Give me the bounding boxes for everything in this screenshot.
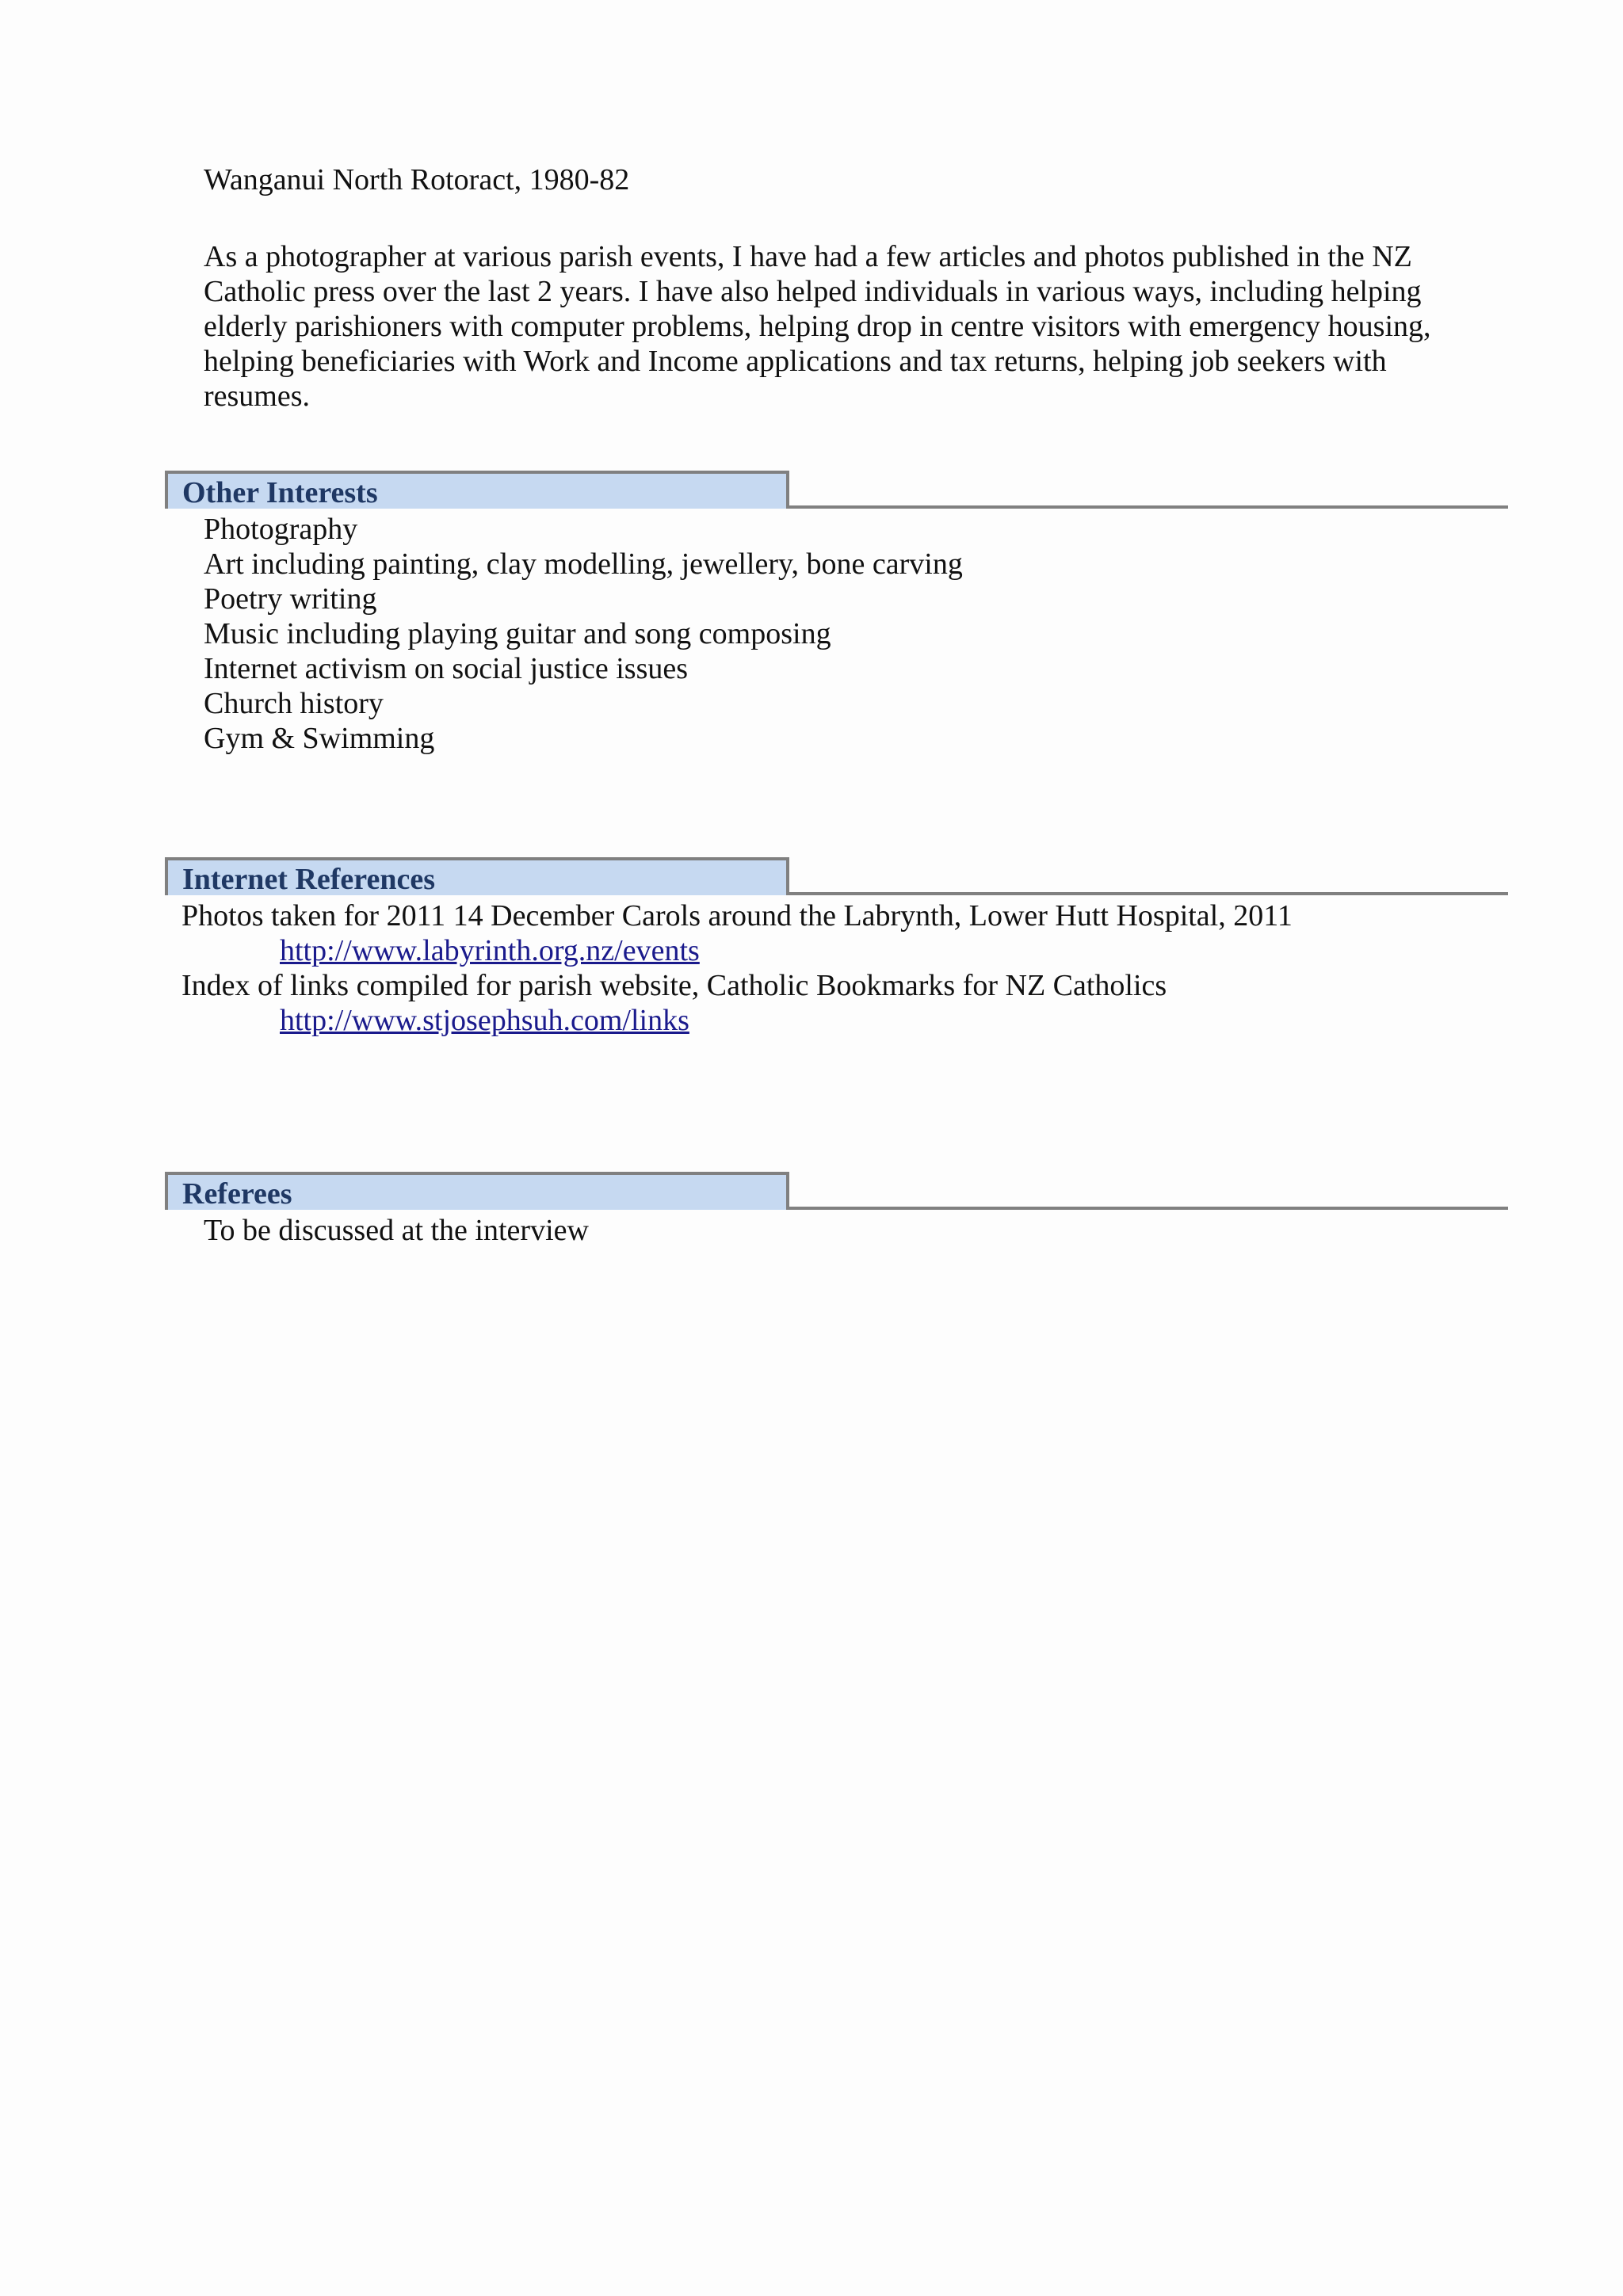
reference-link[interactable]: http://www.stjosephsuh.com/links <box>280 1004 689 1037</box>
referees-text: To be discussed at the interview <box>204 1214 589 1247</box>
list-item: Gym & Swimming <box>204 722 435 755</box>
paragraph-line: helping beneficiaries with Work and Income applications and tax returns, helping job seekers with <box>204 345 1387 378</box>
section-tab <box>165 1172 789 1210</box>
reference-description: Photos taken for 2011 14 December Carols around the Labrynth, Lower Hutt Hospital, 2011 <box>181 899 1293 933</box>
paragraph-line: resumes. <box>204 379 311 413</box>
section-title: Other Interests <box>182 476 378 509</box>
list-item: Art including painting, clay modelling, jewellery, bone carving <box>204 547 963 581</box>
paragraph-line: elderly parishioners with computer problems, helping drop in centre visitors with emergency housing, <box>204 310 1431 343</box>
section-rule <box>786 505 1508 509</box>
internet-references-header <box>165 857 1508 897</box>
other-interests-header <box>165 471 1508 510</box>
section-title: Internet References <box>182 863 435 896</box>
section-title: Referees <box>182 1177 292 1211</box>
list-item: Internet activism on social justice issues <box>204 652 689 685</box>
rotoract-line: Wanganui North Rotoract, 1980-82 <box>204 163 630 196</box>
reference-link[interactable]: http://www.labyrinth.org.nz/events <box>280 934 700 967</box>
list-item: Poetry writing <box>204 582 377 616</box>
section-rule <box>786 892 1508 895</box>
volunteer-paragraph <box>204 239 1472 414</box>
paragraph-line: Catholic press over the last 2 years. I have also helped individuals in various ways, including helping <box>204 275 1422 308</box>
other-interests-list <box>204 512 963 756</box>
reference-description: Index of links compiled for parish website, Catholic Bookmarks for NZ Catholics <box>181 969 1167 1002</box>
section-tab <box>165 471 789 509</box>
list-item: Music including playing guitar and song composing <box>204 617 831 650</box>
referees-header <box>165 1172 1508 1211</box>
section-rule <box>786 1207 1508 1210</box>
paragraph-line: As a photographer at various parish events, I have had a few articles and photos published in the NZ <box>204 240 1412 273</box>
list-item: Photography <box>204 513 358 546</box>
section-tab <box>165 857 789 895</box>
list-item: Church history <box>204 687 384 720</box>
